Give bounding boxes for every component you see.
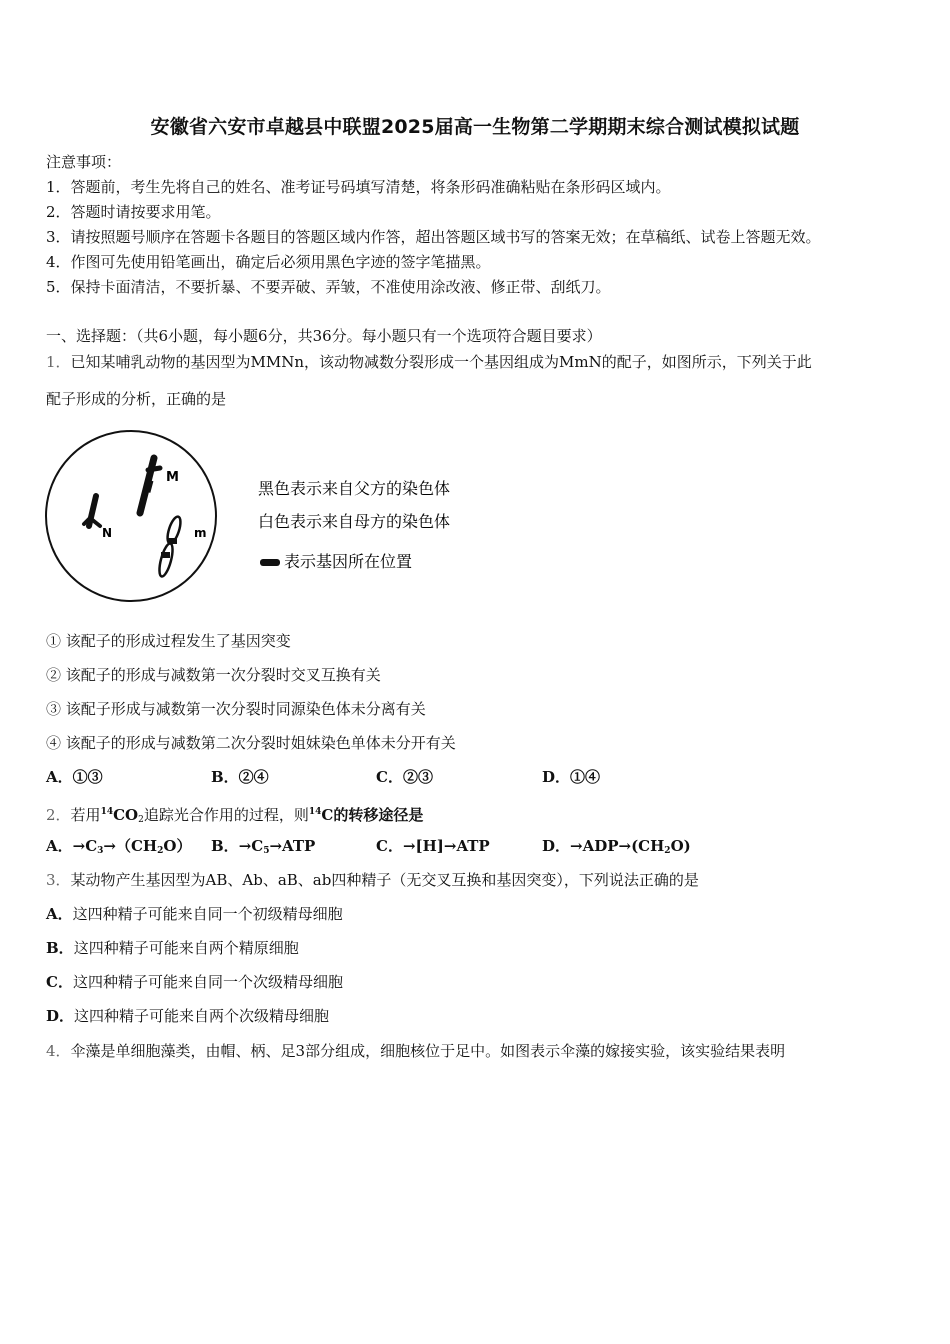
question-text: 已知某哺乳动物的基因型为MMNn，该动物减数分裂形成一个基因组成为MmN的配子，如图所示，下列关于此 bbox=[70, 353, 812, 371]
option-text: O） bbox=[163, 837, 192, 855]
option-label: D． bbox=[542, 837, 571, 855]
option-label: B． bbox=[211, 837, 239, 855]
option-text: →（CH bbox=[103, 837, 158, 855]
cell-outline bbox=[46, 431, 216, 601]
option-text: →C bbox=[72, 837, 98, 855]
question-2-stem bbox=[46, 802, 423, 830]
question-3-option-c[interactable] bbox=[46, 972, 343, 992]
option-label: A． bbox=[46, 905, 73, 923]
legend-black: 黑色表示来自父方的染色体 bbox=[258, 479, 451, 498]
label-N: N bbox=[102, 526, 113, 540]
statement-1: ① 该配子的形成过程发生了基因突变 bbox=[46, 632, 291, 650]
section-heading: 一、选择题：（共6小题，每小题6分，共36分。每小题只有一个选项符合题目要求） bbox=[46, 327, 602, 345]
option-label: D． bbox=[46, 1007, 75, 1025]
question-text: 伞藻是单细胞藻类，由帽、柄、足3部分组成，细胞核位于足中。如图表示伞藻的嫁接实验，该实验结果表明 bbox=[70, 1042, 786, 1060]
subscript: 2 bbox=[138, 815, 144, 825]
option-c[interactable] bbox=[376, 836, 490, 856]
option-text: →C bbox=[238, 837, 264, 855]
question-number: 4． bbox=[46, 1042, 71, 1060]
label-m: m bbox=[194, 526, 207, 540]
chromosome-m bbox=[157, 515, 183, 578]
question-text: 某动物产生基因型为AB、Ab、aB、ab四种精子（无交叉互换和基因突变），下列说法正确的是 bbox=[70, 871, 699, 889]
chromosome-N bbox=[84, 496, 100, 526]
legend-gene: 表示基因所在位置 bbox=[284, 552, 413, 571]
option-text: 这四种精子可能来自同一个次级精母细胞 bbox=[72, 973, 343, 991]
option-label: C． bbox=[46, 973, 73, 991]
option-d[interactable] bbox=[542, 836, 691, 861]
chromosome-diagram bbox=[44, 418, 484, 613]
statement-4: ④ 该配子的形成与减数第二次分裂时姐妹染色单体未分开有关 bbox=[46, 734, 456, 752]
option-c[interactable]: C．②③ bbox=[376, 768, 433, 786]
notice-item-3: 3．请按照题号顺序在答题卡各题目的答题区域内作答，超出答题区域书写的答案无效；在草稿纸、试卷上答题无效。 bbox=[46, 228, 821, 246]
text-part: 追踪光合作用的过程，则 bbox=[143, 806, 309, 824]
question-number: 1． bbox=[46, 353, 71, 371]
label-M: M bbox=[166, 470, 179, 485]
question-1-stem bbox=[46, 352, 812, 372]
notice-item-5: 5．保持卡面清洁，不要折暴、不要弄破、弄皱，不准使用涂改液、修正带、刮纸刀。 bbox=[46, 278, 611, 296]
question-number: 3． bbox=[46, 871, 71, 889]
subscript: 5 bbox=[263, 846, 270, 856]
option-text: →ADP→(CH bbox=[570, 837, 665, 855]
superscript: 14 bbox=[308, 807, 322, 817]
text-part: C的转移途径是 bbox=[321, 806, 424, 824]
option-a[interactable] bbox=[46, 836, 191, 861]
option-text: 这四种精子可能来自两个精原细胞 bbox=[73, 939, 299, 957]
option-text: 这四种精子可能来自两个次级精母细胞 bbox=[74, 1007, 330, 1025]
question-1-stem-cont: 配子形成的分析，正确的是 bbox=[46, 390, 227, 408]
page-title: 安徽省六安市卓越县中联盟2025届高一生物第二学期期末综合测试模拟试题 bbox=[150, 116, 800, 138]
option-d[interactable]: D．①④ bbox=[542, 768, 601, 786]
notice-item-4: 4．作图可先使用铅笔画出，确定后必须用黑色字迹的签字笔描黑。 bbox=[46, 253, 491, 271]
legend-white: 白色表示来自母方的染色体 bbox=[258, 512, 451, 531]
option-label: A． bbox=[46, 837, 73, 855]
option-label: B． bbox=[46, 939, 74, 957]
option-text: →[H]→ATP bbox=[402, 837, 490, 855]
superscript: 14 bbox=[100, 807, 114, 817]
option-text: →ATP bbox=[269, 837, 316, 855]
notice-item-2: 2．答题时请按要求用笔。 bbox=[46, 203, 221, 221]
notice-heading: 注意事项： bbox=[46, 153, 122, 171]
notice-item-1: 1．答题前，考生先将自己的姓名、准考证号码填写清楚，将条形码准确粘贴在条形码区域内。 bbox=[46, 178, 671, 196]
question-number: 2． bbox=[46, 806, 71, 824]
option-label: C． bbox=[376, 837, 403, 855]
option-text: 这四种精子可能来自同一个初级精母细胞 bbox=[72, 905, 343, 923]
question-4-stem bbox=[46, 1041, 785, 1061]
statement-3: ③ 该配子形成与减数第一次分裂时同源染色体未分离有关 bbox=[46, 700, 426, 718]
option-a[interactable]: A．①③ bbox=[46, 768, 103, 786]
text-part: 若用 bbox=[70, 806, 101, 824]
subscript: 2 bbox=[664, 846, 671, 856]
question-3-option-d[interactable] bbox=[46, 1006, 329, 1026]
statement-2: ② 该配子的形成与减数第一次分裂时交叉互换有关 bbox=[46, 666, 381, 684]
chromosome-M bbox=[140, 458, 160, 513]
subscript: 2 bbox=[157, 846, 164, 856]
gene-marker-icon bbox=[260, 559, 280, 566]
option-b[interactable]: B．②④ bbox=[211, 768, 269, 786]
option-text: O) bbox=[670, 837, 691, 855]
question-3-option-a[interactable] bbox=[46, 904, 343, 924]
option-b[interactable] bbox=[211, 836, 315, 861]
question-3-stem bbox=[46, 870, 699, 890]
question-3-option-b[interactable] bbox=[46, 938, 299, 958]
subscript: 3 bbox=[97, 846, 104, 856]
text-part: CO bbox=[113, 806, 139, 824]
